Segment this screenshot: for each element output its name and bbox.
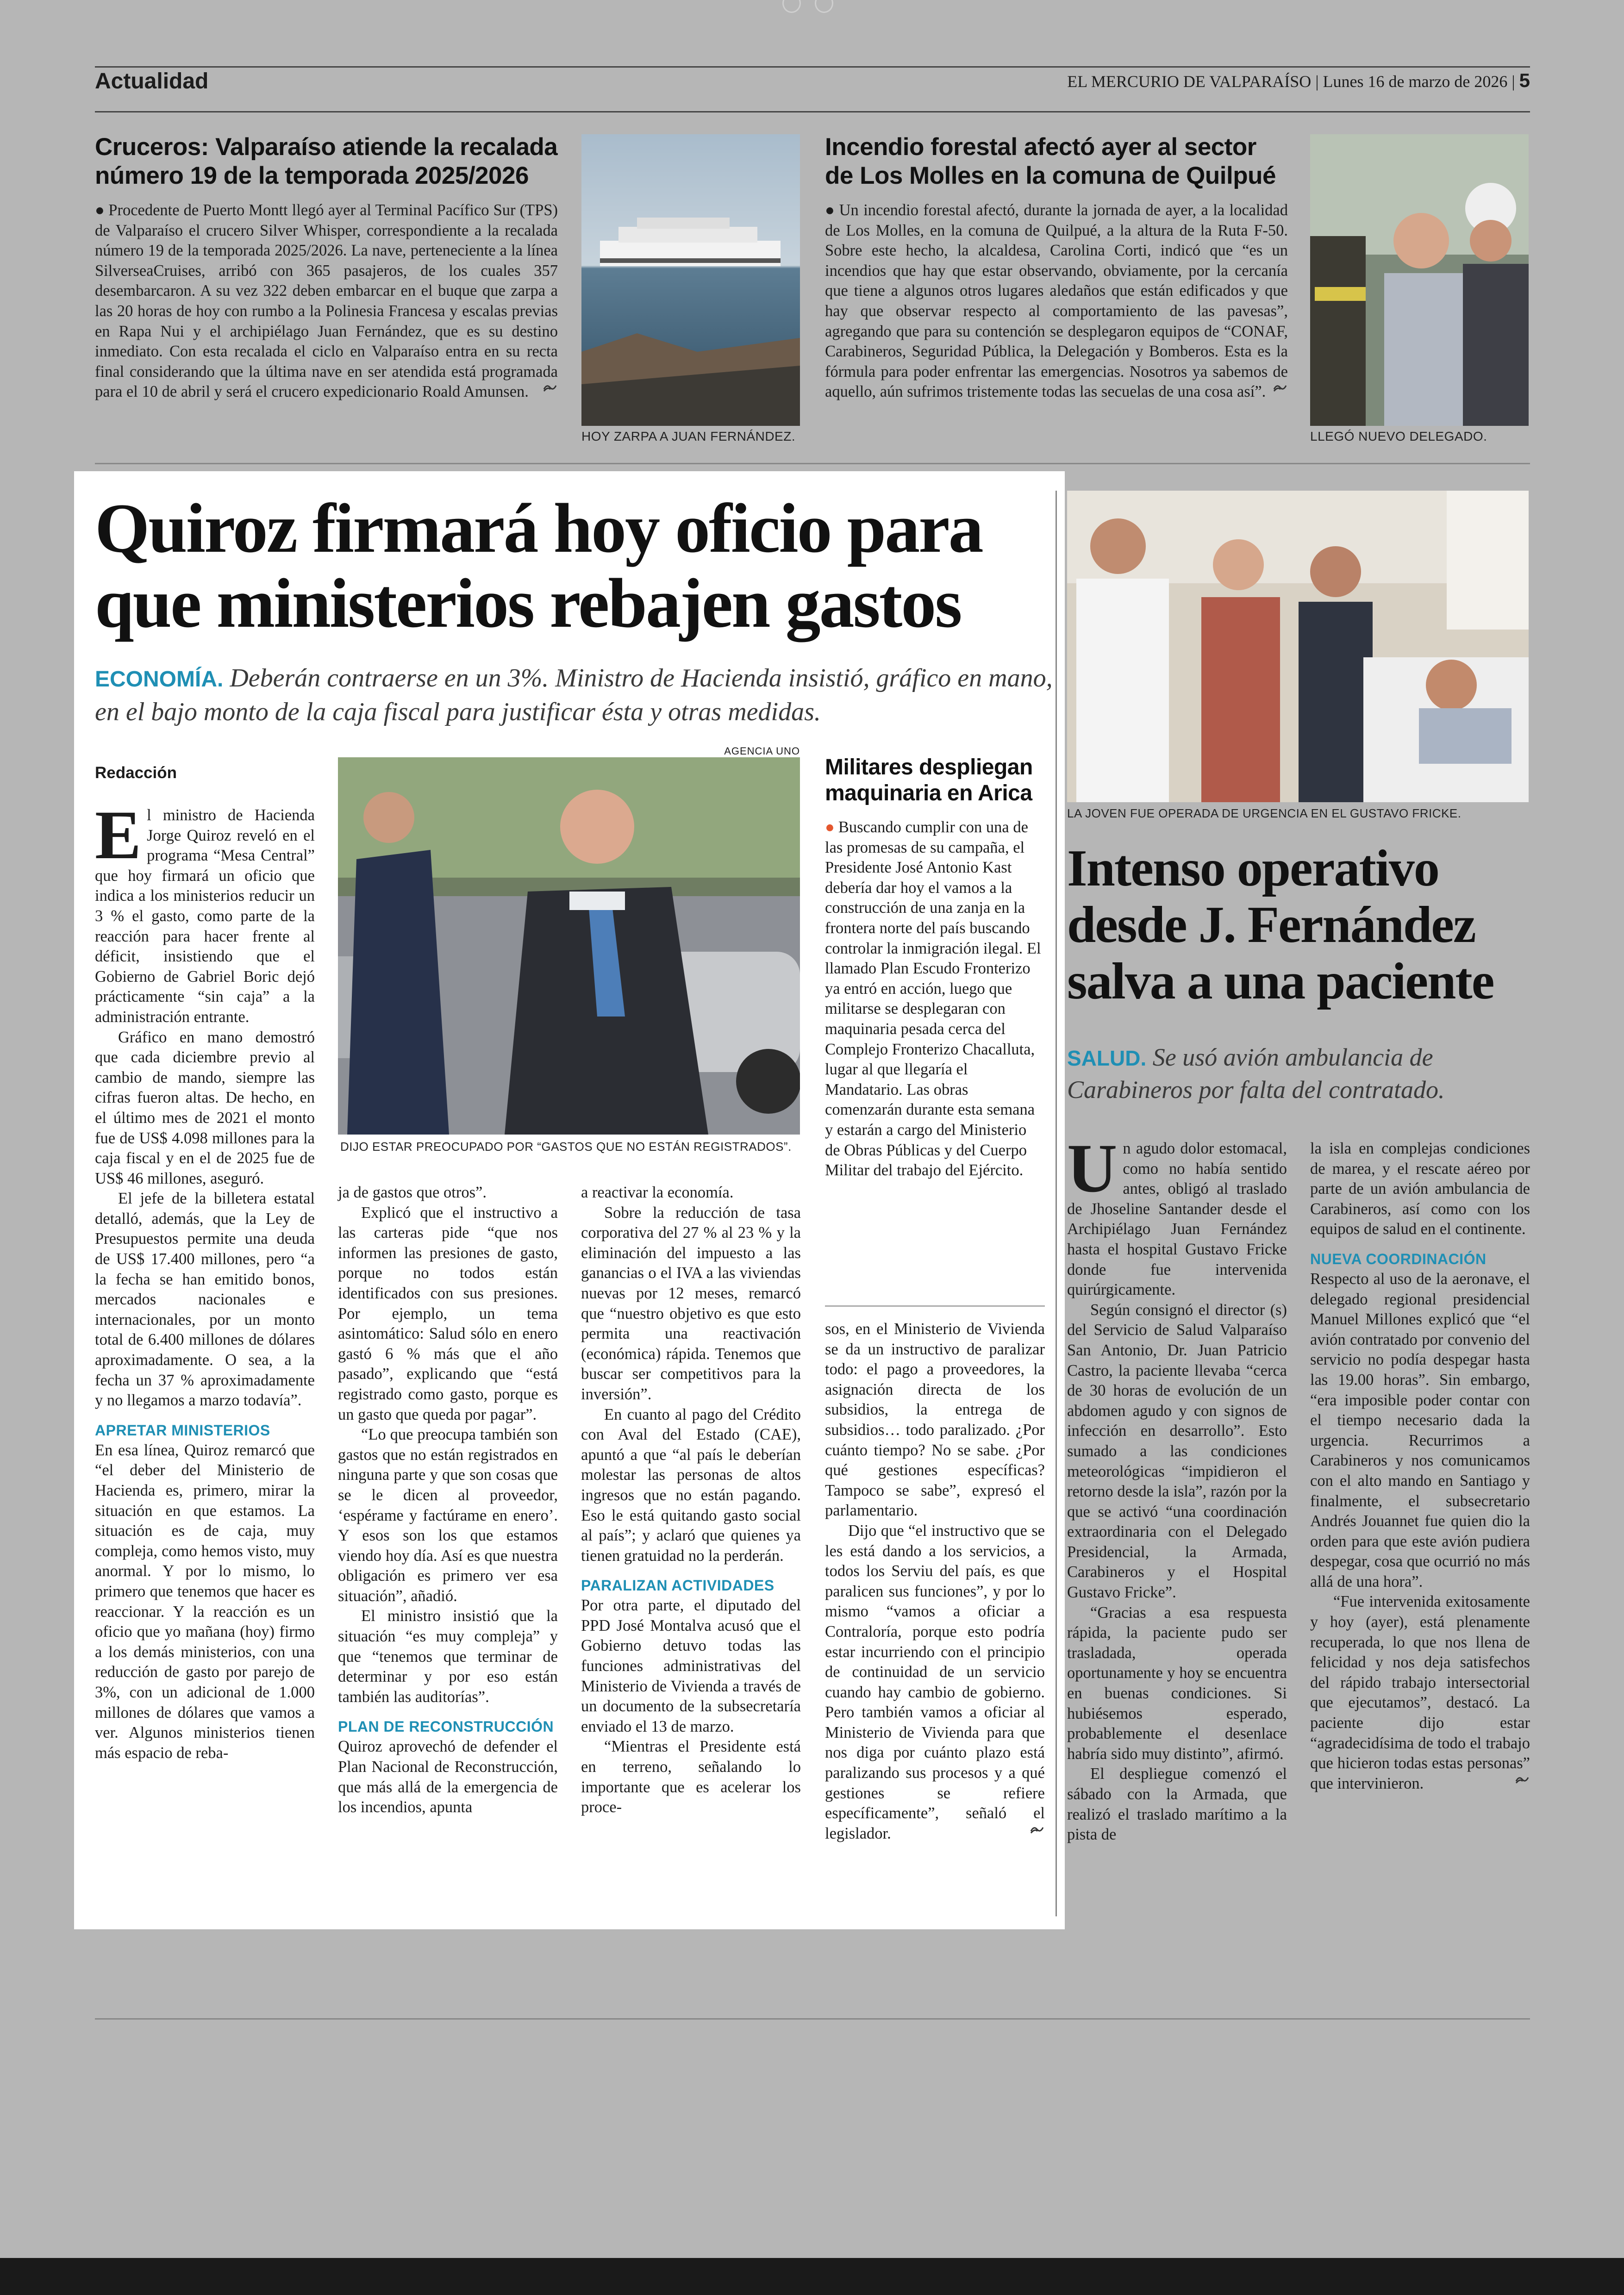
top-scroll-indicator [782, 0, 833, 14]
main-col-1 [95, 797, 315, 1763]
main-col1-text-0: l ministro de Hacienda Jorge Quiroz reveló en el programa “Mesa Central” que hoy firmará un oficio que indica a los ministerios reducir un 3 % el gasto, como parte de la reacción para hacer frente al déficit, insistiendo que el Gobierno de Gabriel Boric dejó prácticamente “sin caja” a la administración entrante. [95, 806, 315, 1026]
subhead-apretar: APRETAR MINISTERIOS [95, 1422, 270, 1439]
militares-article [825, 755, 1045, 1181]
incendio-title: Incendio forestal afectó ayer al sector de Los Molles en la comuna de Quilpué [825, 133, 1276, 189]
newspaper-name: EL MERCURIO DE VALPARAÍSO [1067, 72, 1312, 91]
operativo-headline: Intenso operativo desde J. Fernández salva a una paciente [1067, 840, 1494, 1010]
main-col3-para: En cuanto al pago del Crédito con Aval del Estado (CAE), apuntó a que “al país le deberían molestar las personas de altos ingresos que no están pagando. Eso le está quitando gasto social al país”; y aclaró que quienes ya tienen gratuidad no la perderán. [581, 1405, 801, 1565]
delegate-photo-caption: LLEGÓ NUEVO DELEGADO. [1310, 429, 1487, 443]
main-col2-para: Explicó que el instructivo a las carteras pide “que nos informen las presiones de gasto, porque no todos están identificados con sus presiones. Por ejemplo, un tema asintomático: Salud sólo en enero gastó 6 % más que el año pasado”, explicando que “está registrado como gasto, porque es un gasto que queda por pagar”. [338, 1204, 558, 1423]
section-divider [95, 463, 1530, 464]
issue-date: Lunes 16 de marzo de 2026 [1323, 72, 1508, 91]
main-col4-para [825, 1521, 1045, 1844]
militares-divider [825, 1305, 1045, 1307]
end-mark-icon [1029, 1824, 1045, 1835]
end-mark-icon [542, 382, 558, 393]
operativo-deck-text: Se usó avión ambulancia de Carabineros por falta del contratado. [1067, 1043, 1445, 1104]
main-col3-para: Sobre la reducción de tasa corporativa del 27 % al 23 % y la eliminación del impuesto a las ganancias o el IVA a las viviendas nuevas por 12 meses, remarcó que “nuestro objetivo es que esto permita una reactivación (económica) rápida. Tenemos que buscar ser competitivos para la inversión”. [581, 1204, 801, 1403]
operativo-col2b-para: Respecto al uso de la aeronave, el delegado regional presidencial Manuel Millones explicó que “el avión contratado por convenio del servicio no podía despegar hasta las 19.00 horas”. Sin embargo, “era imposible poder contar con el tiempo necesario dada la urgencia. Recurrimos a Carabineros y nos comunicamos con el alto mando en Santiago y finalmente, el subsecretario Andrés Jouannet fue quien dio la orden para que este avión pudiera despegar, cosa que ocurrió no más allá de una hora”. [1310, 1270, 1530, 1590]
hospital-photo [1067, 491, 1529, 802]
main-kicker: ECONOMÍA. [95, 667, 224, 692]
main-col3-para: a reactivar la economía. [581, 1184, 734, 1201]
militares-title: Militares despliegan maquinaria en Arica [825, 755, 1033, 805]
main-deck-text: Deberán contraerse en un 3%. Ministro de Hacienda insistió, gráfico en mano, en el bajo monto de la caja fiscal para justificar ésta y otras medidas. [95, 664, 1053, 726]
end-mark-icon [1514, 1774, 1530, 1785]
cruise-ship-photo [581, 134, 800, 426]
main-headline: Quiroz firmará hoy oficio para que ministerios rebajen gastos [95, 489, 982, 642]
operativo-col1-para: “Gracias a esa respuesta rápida, la paciente pudo ser trasladada, operada oportunamente y hoy se encuentra en buenas condiciones. Si hubiésemos esperado, probablemente el desenlace habría sido muy distinto”, afirmó. [1067, 1603, 1287, 1763]
footer-rule [95, 2018, 1530, 2020]
operativo-col1-text-0: n agudo dolor estomacal, como no había sentido antes, obligó al traslado de Jhoseline Santander desde el Archipiélago Juan Fernández hasta el hospital Gustavo Fricke donde fue intervenida quirúrgicamente. [1067, 1140, 1287, 1299]
masthead: EL MERCURIO DE VALPARAÍSO | Lunes 16 de marzo de 2026 | 5 [1067, 69, 1530, 91]
cruceros-body-text: Procedente de Puerto Montt llegó ayer al Terminal Pacífico Sur (TPS) de Valparaíso el crucero Silver Whisper, correspondiente a la recalada número 19 de la temporada 2025/2026. La nave, perteneciente a la línea SilverseaCruises, arribó con 365 pasajeros, de los cuales 357 desembarcaron. A su vez 322 deben embarcar en el buque que zarpa a las 20 horas de hoy con rumbo a la Polinesia Francesa y escalas previas en Rapa Nui y el archipiélago Juan Fernández, que es su destino inmediato. Con esta recalada el ciclo en Valparaíso entra en su recta final considerando que la última nave en ser atendida está programada para el 10 de abril y será el crucero expedicionario Roald Amunsen. [95, 201, 558, 401]
main-col-2 [338, 1183, 558, 1818]
operativo-kicker: SALUD. [1067, 1046, 1147, 1070]
subhead-nueva-coordinacion: NUEVA COORDINACIÓN [1310, 1250, 1487, 1267]
subhead-plan: PLAN DE RECONSTRUCCIÓN [338, 1718, 554, 1735]
main-col3b-para: “Mientras el Presidente está en terreno, señalando lo importante que es acelerar los proce- [581, 1738, 801, 1816]
quiroz-photo [338, 757, 800, 1135]
header-top-rule [95, 66, 1530, 68]
main-col1b-para: En esa línea, Quiroz remarcó que “el deber del Ministerio de Hacienda es, primero, mirar la situación en que estamos. La situación es de caja, muy compleja, como hemos visto, muy anormal. Y por lo mismo, lo primero que tenemos que hacer es reaccionar. Y la reacción es un oficio que yo mañana (hoy) firmo a los demás ministerios, con una reducción de gasto por parejo de 3%, con un adicional de 1.000 millones de dólares que vamos a ver. Algunos ministerios tienen más espacio de reba- [95, 1441, 315, 1762]
main-col2-para: ja de gastos que otros”. [338, 1184, 487, 1201]
main-col1-para: Gráfico en mano demostró que cada diciembre previo al cambio de mando, siempre las cifras fueron altas. De hecho, en el último mes de 2021 el monto fue de US$ 4.098 millones para la caja fiscal y en el de 2025 fue de US$ 46 millones, aseguró. [95, 1028, 315, 1187]
delegate-photo [1310, 134, 1529, 426]
main-col-4 [825, 1319, 1045, 1844]
operativo-col2b-text-1: “Fue intervenida exitosamente y hoy (ayer), está plenamente recuperada, lo que nos llena de felicidad y nos deja satisfechos del rápido trabajo intersectorial que ejecutamos”, destacó. La paciente dijo estar “agradecidísima de todo el trabajo que hicieron todas estas personas” que intervinieron. [1310, 1593, 1530, 1792]
operativo-col1-para [1067, 1130, 1287, 1300]
operativo-col1-para: Según consignó el director (s) del Servicio de Salud Valparaíso San Antonio, Dr. Juan Patricio Castro, la paciente llevaba “cerca de 30 horas de evolución de un abdomen agudo y con signos de infección en desarrollo”. Esto sumado a las condiciones meteorológicas “impidieron el retorno desde la isla”, razón por la que se activó “una coordinación extraordinaria con el Delegado Presidencial, la Armada, Carabineros y el Hospital Gustavo Fricke”. [1067, 1301, 1287, 1602]
operativo-col-1 [1067, 1130, 1287, 1845]
militares-body-wrap [825, 817, 1045, 1181]
main-col-3 [581, 1183, 801, 1818]
subhead-paralizan: PARALIZAN ACTIVIDADES [581, 1577, 775, 1594]
incendio-article [825, 133, 1288, 402]
main-col3b-para: Por otra parte, el diputado del PPD José Montalva acusó que el Gobierno detuvo todas las funciones administrativas del Ministerio de Vivienda a través de un documento de la subsecretaría enviado el 13 de marzo. [581, 1597, 801, 1735]
operativo-col-2 [1310, 1139, 1530, 1794]
page-number: 5 [1519, 69, 1530, 91]
cruceros-body [95, 200, 558, 402]
bottom-bar [0, 2258, 1624, 2295]
header-bottom-rule [95, 111, 1530, 112]
incendio-body-wrap [825, 200, 1288, 402]
operativo-col2-para: la isla en complejas condiciones de marea, y el rescate aéreo por parte de un avión ambulancia de Carabineros, así como con los equipos de salud en el continente. [1310, 1140, 1530, 1238]
main-col4-para: sos, en el Ministerio de Vivienda se da un instructivo de paralizar todo: el pago a proveedores, la asignación directa de los subsidios, la entrega de subsidios… todo paralizado. ¿Por cuánto tiempo? No se sabe. ¿Por qué gestiones específicas? Tampoco se sabe”, expresó el parlamentario. [825, 1320, 1045, 1520]
photo-credit: AGENCIA UNO [724, 745, 800, 757]
hospital-photo-caption: LA JOVEN FUE OPERADA DE URGENCIA EN EL GUSTAVO FRICKE. [1067, 806, 1462, 820]
cruceros-title: Cruceros: Valparaíso atiende la recalada número 19 de la temporada 2025/2026 [95, 133, 558, 189]
dropcap-u: U [1067, 1130, 1118, 1207]
operativo-col1-para: El despliegue comenzó el sábado con la Armada, que realizó el traslado marítimo a la pista de [1067, 1765, 1287, 1844]
main-col2b-para: Quiroz aprovechó de defender el Plan Nacional de Reconstrucción, que más allá de la emergencia de los incendios, apunta [338, 1738, 558, 1816]
panel-edge-line [1056, 491, 1057, 1916]
quiroz-photo-caption: DIJO ESTAR PREOCUPADO POR “GASTOS QUE NO ESTÁN REGISTRADOS”. [340, 1140, 792, 1154]
operativo-deck [1067, 1041, 1530, 1105]
main-byline: Redacción [95, 764, 177, 782]
main-deck [95, 662, 1058, 728]
operativo-col2b-para [1310, 1592, 1530, 1794]
main-col1-para: El jefe de la billetera estatal detalló, además, que la Ley de Presupuestos permite una deuda de US$ 17.400 millones, pero “a la fecha se han emitido bonos, mercados nacionales e internacionales, por un monto total de 6.400 millones de dólares aproximadamente. O sea, a la fecha un 37 % aproximadamente y no llegamos a marzo todavía”. [95, 1190, 315, 1409]
main-col4-text-1: Dijo que “el instructivo que se les está dando a los servicios, a todos los Serviu del país, es que paralicen sus funciones”, y por lo mismo “vamos a oficiar a Contraloría, porque esto podría estar incurriendo con el principio de continuidad de un servicio cuando hay cambio de gobierno. Pero también vamos a oficiar al Ministerio de Vivienda para que nos diga por cuánto plazo está paralizando sus procesos y a qué gestiones se refiere específicamente”, señaló el legislador. [825, 1522, 1045, 1842]
section-label: Actualidad [95, 69, 209, 94]
end-mark-icon [1272, 382, 1288, 393]
militares-body: ● Buscando cumplir con una de las promesas de su campaña, el Presidente José Antonio Kast debería dar hoy el vamos a la construcción de una zanja en la frontera norte del país buscando controlar la inmigración ilegal. El llamado Plan Escudo Fronterizo ya entró en acción, luego que militarse se desplegaran con maquinaria pesada cerca del Complejo Fronterizo Chacalluta, lugar al que llegaría el Mandatario. Las obras comenzarán durante esta semana y estarán a cargo del Ministerio de Obras Públicas y del Cuerpo Militar del trabajo del Ejército. [825, 817, 1045, 1181]
incendio-body-text: Un incendio forestal afectó, durante la jornada de ayer, a la localidad de Los Molles, en la comuna de Quilpué, a la altura de la Ruta F-50. Sobre este hecho, la alcaldesa, Carolina Corti, indicó que “es un incendios que hay que estar observando, obviamente, por la cercanía que tiene a algunos otros lugares aledaños que están edificados y que hay que observar respecto al comportamiento de las pavesas”, agregando que para su contención se desplegaron equipos de “CONAF, Carabineros, Seguridad Pública, la Delegación y Bomberos. Esta es la fórmula para poder enfrentar las emergencias. Nosotros ya sabemos de aquello, aún sufrimos tristemente todas las secuelas de una cosa así”. [825, 201, 1288, 401]
incendio-body [825, 200, 1288, 402]
main-col2-para: “Lo que preocupa también son gastos que no están registrados en ninguna parte y que son cosas que se le dicen al proveedor, ‘espérame y factúrame en enero’. Y esos son los que estamos viendo hoy día. Así es que nuestra obligación es primero ver esa situación”, añadió. [338, 1426, 558, 1605]
main-col2-para: El ministro insistió que la situación “es muy compleja” y que “tenemos que terminar de determinar y por eso están también las auditorías”. [338, 1607, 558, 1706]
dropcap-e: E [95, 797, 142, 873]
cruise-photo-caption: HOY ZARPA A JUAN FERNÁNDEZ. [581, 429, 796, 443]
cruceros-article [95, 133, 558, 402]
cruceros-body-wrap [95, 200, 558, 402]
main-col1-para [95, 797, 315, 1028]
